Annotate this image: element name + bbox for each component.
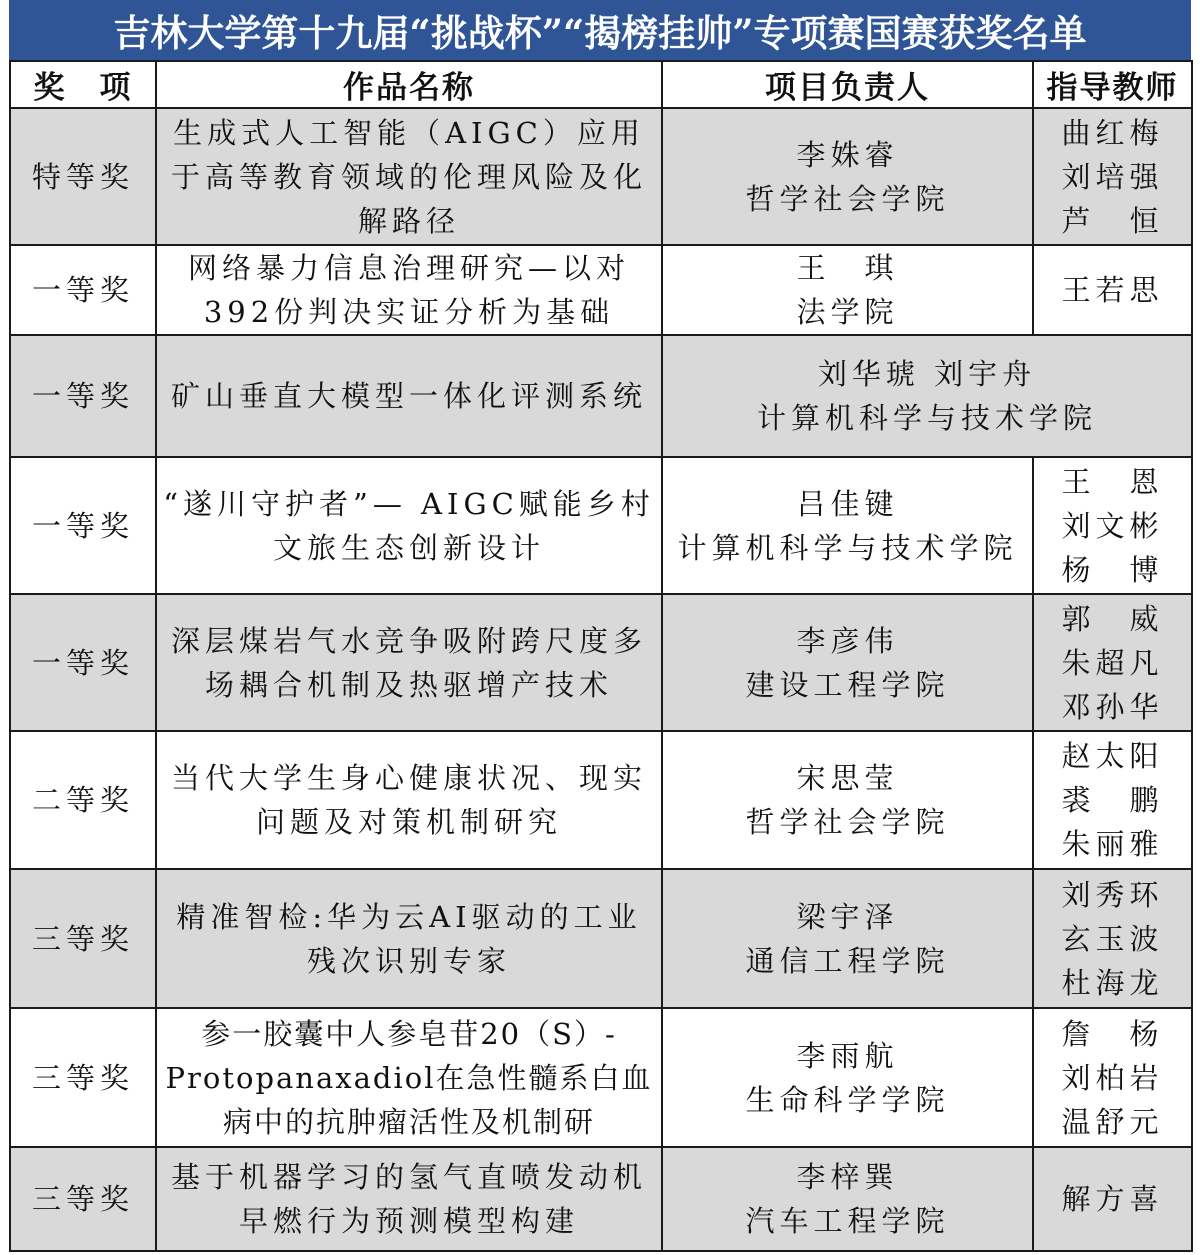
table-row <box>10 1008 1192 1147</box>
table-row <box>10 869 1192 1008</box>
advisor-name: 温舒元 <box>1061 1104 1164 1139</box>
table-row <box>10 594 1192 731</box>
award-level: 三等奖 <box>10 869 156 1008</box>
project-leader-cell <box>662 1008 1033 1147</box>
advisor-name: 杜海龙 <box>1061 965 1164 1000</box>
work-title: 生成式人工智能（AIGC）应用于高等教育领域的伦理风险及化解路径 <box>156 108 662 245</box>
project-leader-cell <box>662 731 1033 869</box>
work-title: 深层煤岩气水竞争吸附跨尺度多场耦合机制及热驱增产技术 <box>156 594 662 731</box>
project-leader-cell <box>662 594 1033 731</box>
leader-name: 李梓巽 <box>796 1160 899 1194</box>
leader-college: 计算机科学与技术学院 <box>756 401 1097 435</box>
header-teacher: 指导教师 <box>1033 61 1192 108</box>
work-title: 精准智检:华为云AI驱动的工业残次识别专家 <box>156 869 662 1008</box>
advisor-name: 刘秀环 <box>1061 877 1164 912</box>
leader-name: 吕佳键 <box>796 486 899 521</box>
advisor-cell <box>1033 1008 1192 1147</box>
award-list-page <box>9 0 1191 1249</box>
header-leader: 项目负责人 <box>662 61 1033 108</box>
advisor-name: 邓孙华 <box>1061 689 1164 724</box>
header-work: 作品名称 <box>156 61 662 108</box>
leader-college: 通信工程学院 <box>745 943 950 978</box>
advisor-name: 杨 博 <box>1061 552 1164 587</box>
advisor-name: 王 恩 <box>1061 464 1164 499</box>
leader-college: 哲学社会学院 <box>745 805 950 839</box>
advisor-name: 刘柏岩 <box>1061 1060 1164 1095</box>
table-row <box>10 457 1192 594</box>
leader-college: 计算机科学与技术学院 <box>677 530 1018 565</box>
award-level: 一等奖 <box>10 335 156 457</box>
work-title: 参一胶囊中人参皂苷20（S）-Protopanaxadiol在急性髓系白血病中的抗肿瘤活性及机制研 <box>156 1008 662 1147</box>
award-table <box>9 60 1193 1252</box>
header-award: 奖 项 <box>10 61 156 108</box>
table-row <box>10 731 1192 869</box>
advisor-name: 刘文彬 <box>1061 508 1164 543</box>
table-row <box>10 335 1192 457</box>
award-level: 一等奖 <box>10 457 156 594</box>
leader-name: 李姝睿 <box>796 137 899 172</box>
advisor-cell <box>1033 457 1192 594</box>
award-level: 三等奖 <box>10 1008 156 1147</box>
leader-name: 王 琪 <box>796 251 899 285</box>
advisor-name: 詹 杨 <box>1061 1016 1164 1051</box>
advisor-name: 曲红梅 <box>1061 115 1164 150</box>
advisor-cell <box>1033 869 1192 1008</box>
advisor-cell <box>1033 1147 1192 1251</box>
advisor-cell <box>1033 731 1192 869</box>
work-title: 当代大学生身心健康状况、现实问题及对策机制研究 <box>156 731 662 869</box>
award-level: 一等奖 <box>10 245 156 335</box>
project-leader-cell <box>662 108 1033 245</box>
advisor-cell <box>1033 108 1192 245</box>
advisor-name: 赵太阳 <box>1061 739 1164 773</box>
advisor-name: 刘培强 <box>1061 159 1164 194</box>
project-leader-cell <box>662 335 1192 457</box>
leader-name: 梁宇泽 <box>796 899 899 934</box>
award-level: 一等奖 <box>10 594 156 731</box>
work-title: “遂川守护者”— AIGC赋能乡村文旅生态创新设计 <box>156 457 662 594</box>
project-leader-cell <box>662 245 1033 335</box>
advisor-cell <box>1033 594 1192 731</box>
advisor-name: 解方喜 <box>1061 1182 1164 1216</box>
leader-college: 汽车工程学院 <box>745 1204 950 1238</box>
leader-name: 宋思莹 <box>796 761 899 795</box>
leader-name: 李雨航 <box>796 1038 899 1073</box>
advisor-name: 裘 鹏 <box>1061 783 1164 817</box>
work-title: 网络暴力信息治理研究—以对392份判决实证分析为基础 <box>156 245 662 335</box>
advisor-name: 朱丽雅 <box>1061 827 1164 861</box>
project-leader-cell <box>662 457 1033 594</box>
header-row <box>10 61 1192 108</box>
leader-college: 生命科学学院 <box>745 1082 950 1117</box>
award-level: 三等奖 <box>10 1147 156 1251</box>
advisor-name: 芦 恒 <box>1061 203 1164 238</box>
project-leader-cell <box>662 869 1033 1008</box>
leader-college: 哲学社会学院 <box>745 181 950 216</box>
leader-college: 建设工程学院 <box>745 667 950 702</box>
award-level: 二等奖 <box>10 731 156 869</box>
work-title: 矿山垂直大模型一体化评测系统 <box>156 335 662 457</box>
advisor-cell <box>1033 245 1192 335</box>
leader-college: 法学院 <box>796 295 899 329</box>
work-title: 基于机器学习的氢气直喷发动机早燃行为预测模型构建 <box>156 1147 662 1251</box>
advisor-name: 王若思 <box>1061 273 1164 307</box>
leader-name: 刘华琥 刘宇舟 <box>817 357 1037 391</box>
advisor-name: 玄玉波 <box>1061 921 1164 956</box>
advisor-name: 郭 威 <box>1061 601 1164 636</box>
table-row <box>10 245 1192 335</box>
table-row <box>10 1147 1192 1251</box>
award-level: 特等奖 <box>10 108 156 245</box>
page-title: 吉林大学第十九届“挑战杯”“揭榜挂帅”专项赛国赛获奖名单 <box>9 0 1191 60</box>
leader-name: 李彦伟 <box>796 623 899 658</box>
project-leader-cell <box>662 1147 1033 1251</box>
advisor-name: 朱超凡 <box>1061 645 1164 680</box>
table-row <box>10 108 1192 245</box>
